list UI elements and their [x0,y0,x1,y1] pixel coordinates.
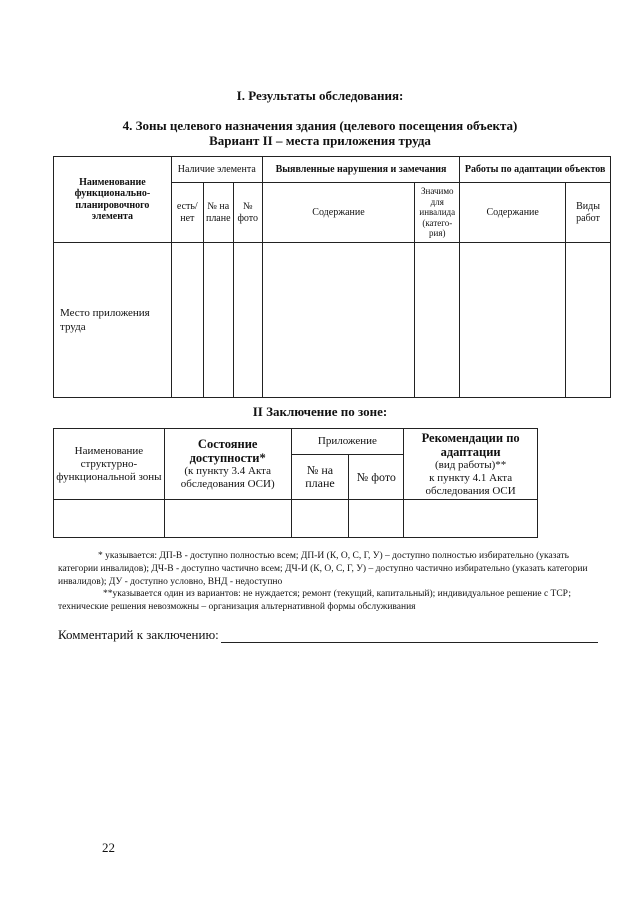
footnote-accessibility: * указывается: ДП-В - доступно полностью всем; ДП-И (К, О, С, Г, У) – доступно полностью избирательно (указать категории инвалидов); ДЧ-В - доступно частично всем; ДЧ-И (К, О, С, Г, У) – доступно частично избирательно (указать категории инвалидов); ДУ - доступно условно, ВНД - недоступно [58,551,588,587]
table-cell [203,243,233,398]
conclusion-table [53,428,538,538]
table-cell [415,243,460,398]
table-cell [233,243,262,398]
reco-note-2: к пункту 4.1 Акта обследования ОСИ [425,471,516,497]
state-title: Состояние доступности* [189,437,266,465]
header-element-name: Наименование функционально-планировочного элемента [54,157,172,243]
subheader-plan-no: № на плане [203,183,233,243]
table-cell [404,500,538,538]
zones-table [53,156,611,398]
row-label: Место приложения труда [54,243,172,398]
subheader-plan: № на плане [291,455,349,500]
subheader-work-types: Виды работ [566,183,611,243]
subheader-content-2: Содержание [460,183,566,243]
subheader-photo: № фото [349,455,404,500]
header-recommendations [404,429,538,500]
table-cell [54,500,165,538]
subheader-content: Содержание [262,183,415,243]
subheader-significant: Значимо для инвалида (катего-рия) [415,183,460,243]
header-violations: Выявленные нарушения и замечания [262,157,460,183]
header-appendix: Приложение [291,429,404,455]
zone-title-line1: 4. Зоны целевого назначения здания (целевого посещения объекта) [122,118,518,133]
comment-line [221,628,598,643]
conclusion-title: II Заключение по зоне: [252,404,388,419]
section-title: I. Результаты обследования: [236,88,404,103]
table-cell [349,500,404,538]
table-row [54,243,611,398]
page-number: 22 [102,840,115,855]
comment-field [58,627,598,643]
zone-title [0,118,640,148]
table-cell [262,243,415,398]
table-cell [291,500,349,538]
reco-note-1: (вид работы)** [434,458,507,471]
header-zone-name: Наименование структурно-функциональной зоны [54,429,165,500]
subheader-have: есть/ нет [171,183,203,243]
state-note: (к пункту 3.4 Акта обследования ОСИ) [180,465,275,490]
table-cell [171,243,203,398]
reco-title: Рекомендации по адаптации [421,430,520,459]
header-state [164,429,291,500]
table-cell [460,243,566,398]
header-presence: Наличие элемента [171,157,262,183]
footnote-work-types: **указывается один из вариантов: не нуждается; ремонт (текущий, капитальный); индивидуальное решение с ТСР; технические решения невозможны – организация альтернативной формы обслуживания [58,589,571,612]
header-works: Работы по адаптации объектов [460,157,611,183]
table-cell [566,243,611,398]
subheader-photo-no: № фото [233,183,262,243]
table-row [54,500,538,538]
comment-label: Комментарий к заключению: [58,627,219,642]
table-cell [164,500,291,538]
zone-title-line2: Вариант II – места приложения труда [209,133,431,148]
